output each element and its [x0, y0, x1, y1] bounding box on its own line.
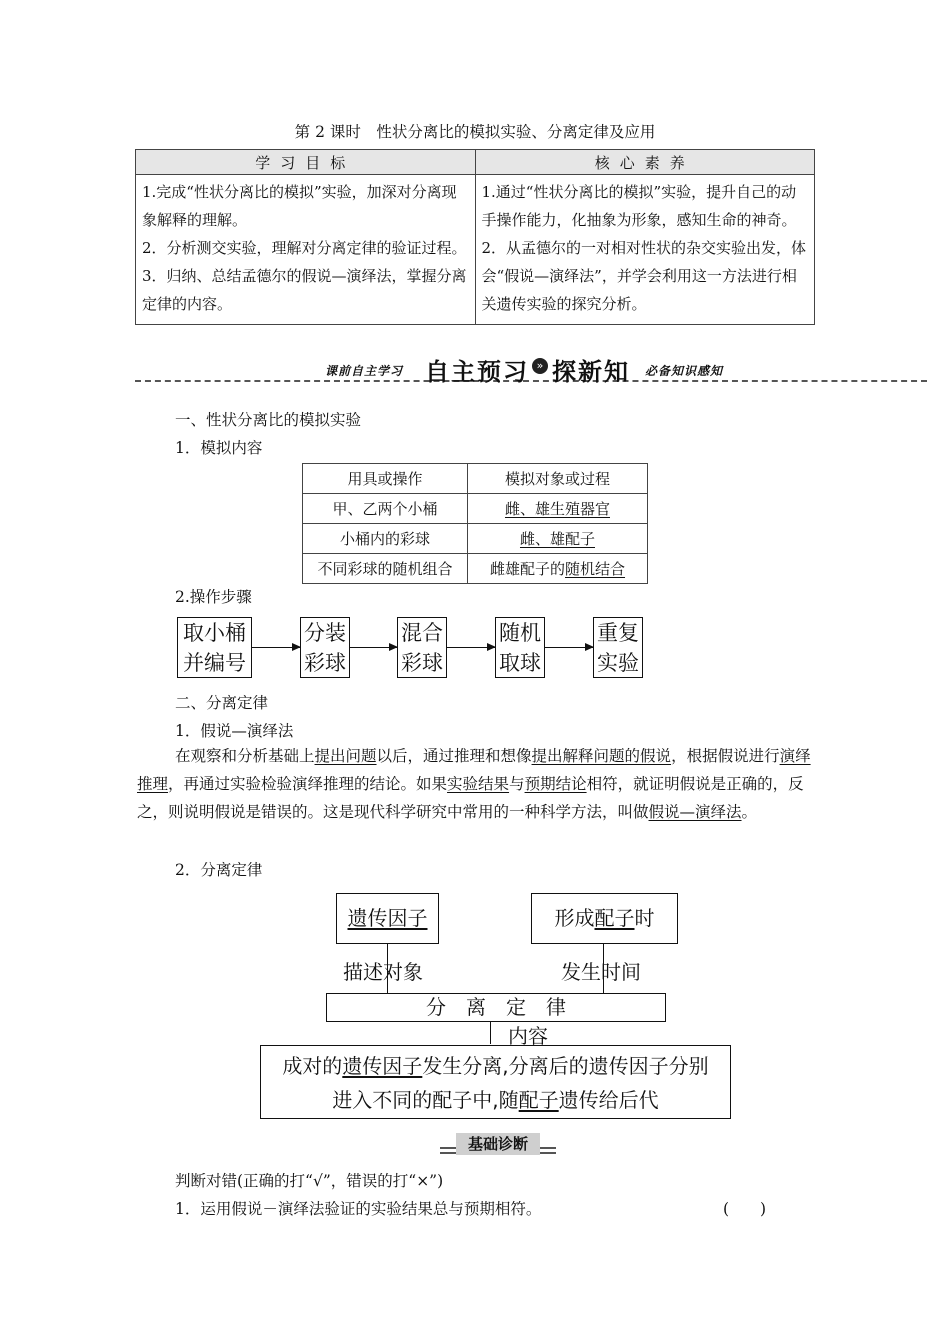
table-row: [303, 464, 648, 494]
step-line: 彩球: [304, 651, 346, 675]
section2-sub2: 2．分离定律: [175, 861, 263, 879]
banner-right-label: 必备知识感知: [645, 364, 724, 378]
answer-blank[interactable]: ( ): [723, 1200, 767, 1218]
table-cell: 雌、雄生殖器官: [468, 494, 648, 524]
lesson-title: 第 2 课时 性状分离比的模拟实验、分离定律及应用: [294, 123, 656, 141]
section1-sub1: 1．模拟内容: [175, 439, 263, 457]
table-cell: [468, 554, 648, 584]
arrow-icon: [350, 647, 397, 648]
section2-heading: 二、分离定律: [175, 694, 269, 712]
banner-main-1: 自主预习: [425, 358, 529, 386]
competencies-cell: [475, 175, 815, 325]
hypothesis-paragraph: 在观察和分析基础上提出问题以后，通过推理和想像提出解释问题的假说，根据假说进行演绎推理，再通过实验检验演绎推理的结论。如果实验结果与预期结论相符，就证明假说是正确的，反之，则说明假说是错误的。这是现代科学研究中常用的一种科学方法，叫做假说—演绎法。: [137, 747, 811, 821]
step-line: 并编号: [183, 651, 246, 675]
diagnosis-title: [440, 1133, 556, 1157]
arrow-icon: [545, 647, 593, 648]
section-banner: [135, 352, 927, 384]
banner-arrow-icon: »: [532, 358, 548, 374]
competency-item: 1.通过“性状分离比的模拟”实验，提升自己的动手操作能力，化抽象为形象，感知生命的神奇。: [481, 183, 797, 229]
step-line: 混合: [401, 621, 443, 645]
diagnosis-instruction: 判断对错(正确的打“√”，错误的打“×”): [175, 1172, 444, 1190]
step-line: 彩球: [401, 651, 443, 675]
objectives-header: 学习目标: [136, 150, 476, 175]
step-box: [397, 617, 447, 678]
table-header-cell: 用具或操作: [303, 464, 468, 494]
table-row: [303, 494, 648, 524]
objective-item: 3．归纳、总结孟德尔的假说—演绎法，掌握分离定律的内容。: [142, 267, 467, 313]
step-box: [593, 617, 643, 678]
simulation-table: [302, 463, 648, 584]
law-content-box: [260, 1045, 731, 1119]
banner-divider: [135, 380, 927, 382]
table-cell: 雌、雄配子: [468, 524, 648, 554]
table-cell-text: 雌雄配子的: [489, 560, 565, 578]
diagnosis-question-1: 1．运用假说－演绎法验证的实验结果总与预期相符。: [175, 1200, 542, 1218]
table-cell: 甲、乙两个小桶: [303, 494, 468, 524]
objectives-cell: [136, 175, 476, 325]
occurrence-time-label: 发生时间: [561, 960, 641, 984]
step-box: [495, 617, 545, 678]
table-row: [303, 554, 648, 584]
step-box: [300, 617, 350, 678]
arrow-icon: [447, 647, 495, 648]
table-row: [303, 524, 648, 554]
banner-main-2: 探新知: [552, 358, 630, 386]
competencies-header: 核心素养: [475, 150, 815, 175]
gamete-formation-box: 形成配子时: [531, 893, 678, 944]
describe-object-label: 描述对象: [343, 960, 423, 984]
table-cell-underlined: 随机结合: [565, 560, 626, 578]
objective-item: 1.完成“性状分离比的模拟”实验，加深对分离现象解释的理解。: [142, 183, 457, 229]
section1-sub2: 2.操作步骤: [175, 588, 252, 606]
table-cell: 小桶内的彩球: [303, 524, 468, 554]
table-cell: 不同彩球的随机组合: [303, 554, 468, 584]
banner-left-label: 课前自主学习: [325, 364, 404, 378]
step-line: 取小桶: [183, 621, 246, 645]
connector-line: [490, 1022, 491, 1044]
step-box: [177, 617, 252, 678]
step-line: 取球: [499, 651, 541, 675]
section2-sub1: 1．假说—演绎法: [175, 722, 294, 740]
genetic-factor-box: 遗传因子: [336, 893, 439, 944]
content-label: 内容: [508, 1024, 548, 1048]
diagnosis-title-text: 基础诊断: [456, 1133, 540, 1155]
law-content-line: 成对的遗传因子发生分离,分离后的遗传因子分别: [282, 1054, 709, 1078]
objectives-table: [135, 149, 815, 325]
arrow-icon: [252, 647, 300, 648]
competency-item: 2．从孟德尔的一对相对性状的杂交实验出发，体会“假说—演绎法”，并学会利用这一方法进行相关遗传实验的探究分析。: [481, 239, 807, 313]
segregation-law-box: 分 离 定 律: [326, 993, 666, 1022]
table-header-cell: 模拟对象或过程: [468, 464, 648, 494]
section1-heading: 一、性状分离比的模拟实验: [175, 411, 362, 429]
step-line: 重复: [597, 621, 639, 645]
objective-item: 2．分析测交实验，理解对分离定律的验证过程。: [142, 239, 467, 257]
step-line: 随机: [499, 621, 541, 645]
law-content-line: 进入不同的配子中,随配子遗传给后代: [332, 1088, 659, 1112]
step-line: 分装: [304, 621, 346, 645]
step-line: 实验: [597, 651, 639, 675]
